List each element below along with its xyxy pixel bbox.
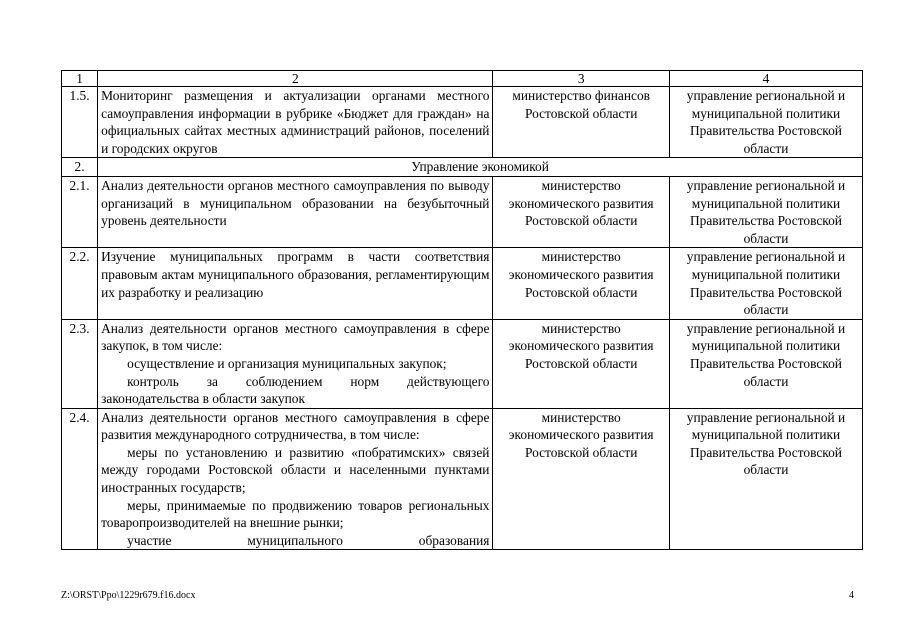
responsible-body: министерство финансов Ростовской области — [493, 87, 670, 158]
table-row — [62, 408, 863, 550]
task-description — [98, 248, 493, 319]
row-number: 2.3. — [62, 319, 98, 408]
header-cell: 4 — [669, 71, 862, 87]
section-row — [62, 158, 863, 177]
task-description — [98, 319, 493, 408]
task-paragraph: Анализ деятельности органов местного самоуправления в сфере закупок, в том числе: — [101, 320, 490, 354]
partner-body: управление региональной и муниципальной политики Правительства Ростовской области — [669, 176, 862, 247]
header-cell: 2 — [98, 71, 493, 87]
partner-body: управление региональной и муниципальной политики Правительства Ростовской области — [669, 248, 862, 319]
task-description — [98, 408, 493, 550]
responsible-body: министерство экономического развития Ростовской области — [493, 319, 670, 408]
task-paragraph: Изучение муниципальных программ в части соответствия правовым актам муниципального образования, регламентирующим их разработку и реализацию — [101, 249, 490, 300]
task-paragraph: Мониторинг размещения и актуализации органами местного самоуправления информации в рубрике «Бюджет для граждан» на официальных сайтах местных администраций районов, поселений и городских округов — [101, 88, 490, 156]
task-subitem: меры по установлению и развитию «побратимских» связей между городами Ростовской области и населенными пунктами иностранных государств; — [101, 444, 490, 496]
task-subitem: осуществление и организация муниципальных закупок; — [127, 355, 447, 371]
task-description — [98, 87, 493, 158]
partner-body: управление региональной и муниципальной политики Правительства Ростовской области — [669, 408, 862, 550]
plan-table — [61, 70, 863, 550]
task-paragraph: Анализ деятельности органов местного самоуправления в сфере развития международного сотрудничества, в том числе: — [101, 409, 490, 443]
table-header-row — [62, 71, 863, 87]
task-subitem: участие муниципального образования — [127, 532, 490, 548]
row-number: 2.4. — [62, 408, 98, 550]
section-number: 2. — [62, 158, 98, 177]
page-number: 4 — [849, 590, 854, 601]
section-title: Управление экономикой — [98, 158, 863, 177]
row-number: 2.2. — [62, 248, 98, 319]
task-subitem: контроль за соблюдением норм действующего законодательства в области закупок — [101, 373, 490, 407]
table-row — [62, 319, 863, 408]
row-number: 2.1. — [62, 176, 98, 247]
row-number: 1.5. — [62, 87, 98, 158]
task-description — [98, 176, 493, 247]
table-row — [62, 176, 863, 247]
partner-body: управление региональной и муниципальной политики Правительства Ростовской области — [669, 319, 862, 408]
header-cell: 1 — [62, 71, 98, 87]
file-path: Z:\ORST\Ppo\1229r679.f16.docx — [61, 590, 196, 601]
responsible-body: министерство экономического развития Ростовской области — [493, 408, 670, 550]
table-row — [62, 87, 863, 158]
responsible-body: министерство экономического развития Ростовской области — [493, 248, 670, 319]
table-row — [62, 248, 863, 319]
responsible-body: министерство экономического развития Ростовской области — [493, 176, 670, 247]
partner-body: управление региональной и муниципальной политики Правительства Ростовской области — [669, 87, 862, 158]
task-subitem: меры, принимаемые по продвижению товаров региональных товаропроизводителей на внешние рынки; — [101, 497, 490, 531]
task-paragraph: Анализ деятельности органов местного самоуправления по выводу организаций в муниципальном образовании на безубыточный уровень деятельности — [101, 177, 490, 229]
header-cell: 3 — [493, 71, 670, 87]
